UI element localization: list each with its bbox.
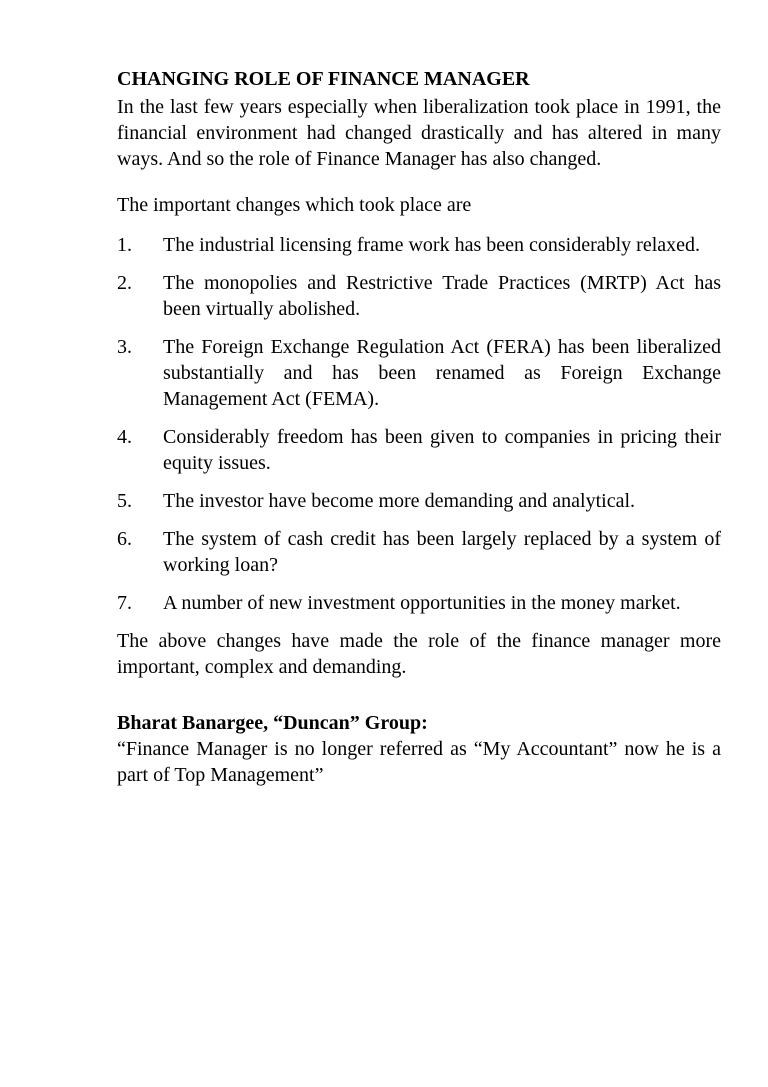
list-item-number: 6. <box>117 528 132 550</box>
list-item-number: 2. <box>117 272 132 294</box>
list-item-text: A number of new investment opportunities in the money market. <box>163 592 681 614</box>
list-item-text: The investor have become more demanding and analytical. <box>163 490 636 512</box>
list-item <box>117 270 721 322</box>
list-item-text: The industrial licensing frame work has been considerably relaxed. <box>163 234 701 256</box>
list-item-number: 7. <box>117 592 132 614</box>
list-item-text: The Foreign Exchange Regulation Act (FERA) has been liberalized substantially and has been renamed as Foreign Exchange Management Act (FEMA). <box>163 336 721 410</box>
changes-intro: The important changes which took place are <box>117 194 472 216</box>
quote-text: “Finance Manager is no longer referred as “My Accountant” now he is a part of Top Management” <box>117 738 721 786</box>
list-item-number: 5. <box>117 490 132 512</box>
list-item-number: 3. <box>117 336 132 358</box>
list-item-text: Considerably freedom has been given to companies in pricing their equity issues. <box>163 426 721 474</box>
list-item <box>117 232 721 258</box>
list-item <box>117 334 721 412</box>
list-item-text: The system of cash credit has been largely replaced by a system of working loan? <box>163 528 721 576</box>
list-item <box>117 526 721 578</box>
document-page <box>117 66 721 788</box>
list-item <box>117 590 721 616</box>
intro-paragraph: In the last few years especially when liberalization took place in 1991, the financial environment had changed drastically and has altered in many ways. And so the role of Finance Manager has also changed. <box>117 96 721 170</box>
list-item <box>117 488 721 514</box>
conclusion-paragraph: The above changes have made the role of the finance manager more important, complex and demanding. <box>117 630 721 678</box>
list-item-number: 1. <box>117 234 132 256</box>
quote-attribution: Bharat Banargee, “Duncan” Group: <box>117 712 428 734</box>
list-item-number: 4. <box>117 426 132 448</box>
changes-list <box>117 232 721 616</box>
list-item-text: The monopolies and Restrictive Trade Practices (MRTP) Act has been virtually abolished. <box>163 272 721 320</box>
list-item <box>117 424 721 476</box>
document-title: CHANGING ROLE OF FINANCE MANAGER <box>117 68 530 90</box>
